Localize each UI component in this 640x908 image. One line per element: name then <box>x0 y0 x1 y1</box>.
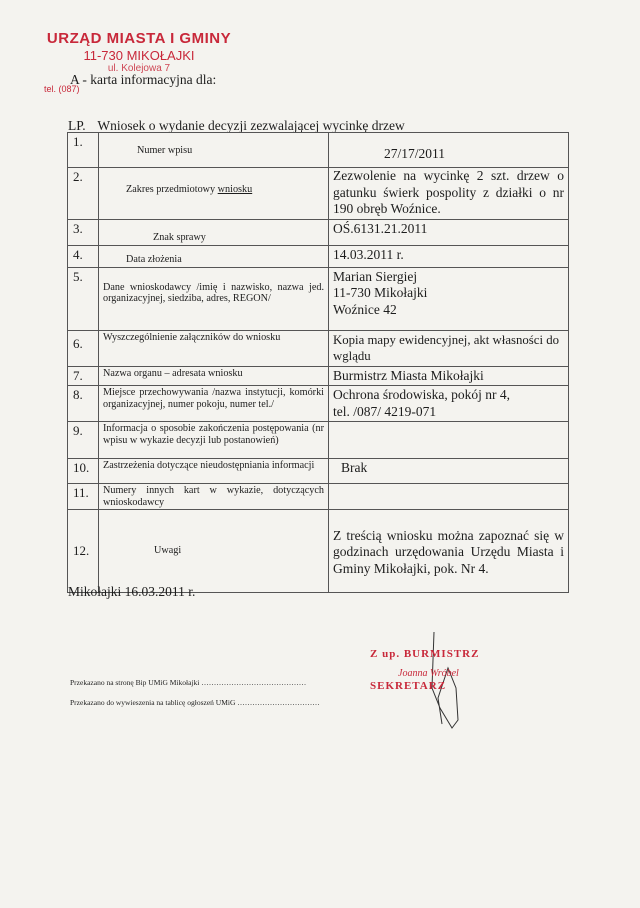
row-label: Uwagi <box>99 510 329 593</box>
table-row <box>68 330 569 366</box>
row-number: 6. <box>68 330 99 366</box>
bip-note: Przekazano na stronę Bip UMiG Mikołajki …………………………………… <box>70 678 307 687</box>
row-value: Ochrona środowiska, pokój nr 4, tel. /087/ 4219-071 <box>329 386 569 422</box>
row-label: Zakres przedmiotowy wniosku <box>99 168 329 220</box>
stamp-line-4: tel. (087) <box>44 84 80 94</box>
table-row <box>68 133 569 168</box>
row-number: 3. <box>68 219 99 245</box>
row-label: Informacja o sposobie zakończenia postępowania (nr wpisu w wykazie decyzji lub postanowień) <box>99 422 329 459</box>
row-number: 1. <box>68 133 99 168</box>
stamp-line-2: 11-730 MIKOŁAJKI <box>83 48 195 63</box>
request-title: Wniosek o wydanie decyzji zezwalającej wycinkę drzew <box>97 118 405 133</box>
row-value: Kopia mapy ewidencyjnej, akt własności do wglądu <box>329 330 569 366</box>
table-row <box>68 510 569 593</box>
table-row <box>68 245 569 267</box>
row-label: Miejsce przechowywania /nazwa instytucji, komórki organizacyjnej, numer pokoju, numer tel./ <box>99 386 329 422</box>
row-number: 5. <box>68 267 99 330</box>
card-heading: A - karta informacyjna dla: <box>70 72 217 87</box>
row-value: Marian Siergiej 11-730 Mikołajki Woźnice 42 <box>329 267 569 330</box>
row-value <box>329 484 569 510</box>
row-label: Zastrzeżenia dotyczące nieudostępniania informacji <box>99 459 329 484</box>
signature-line-2: Joanna Wróbel <box>398 668 459 679</box>
table-row <box>68 267 569 330</box>
table-row <box>68 168 569 220</box>
signature-line-1: Z up. BURMISTRZ <box>370 648 480 660</box>
row-number: 2. <box>68 168 99 220</box>
row-label: Numer wpisu <box>99 133 329 168</box>
row-value: 27/17/2011 <box>329 133 569 168</box>
row-label: Znak sprawy <box>99 219 329 245</box>
lp-label: LP. <box>68 118 86 133</box>
table-row <box>68 386 569 422</box>
row-value: Brak <box>329 459 569 484</box>
table-row <box>68 459 569 484</box>
signature-line-3: SEKRETARZ <box>370 680 447 692</box>
row-value: Burmistrz Miasta Mikołajki <box>329 366 569 386</box>
table-row <box>68 219 569 245</box>
row-number: 10. <box>68 459 99 484</box>
row-number: 8. <box>68 386 99 422</box>
row-label: Wyszczególnienie załączników do wniosku <box>99 330 329 366</box>
row-number: 12. <box>68 510 99 593</box>
stamp-line-1: URZĄD MIASTA I GMINY <box>46 30 232 47</box>
table-row <box>68 422 569 459</box>
row-value: Z treścią wniosku można zapoznać się w godzinach urzędowania Urzędu Miasta i Gminy Mikołajki, pok. Nr 4. <box>329 510 569 593</box>
row-number: 7. <box>68 366 99 386</box>
row-value <box>329 422 569 459</box>
stamp-line-3: ul. Kolejowa 7 <box>107 63 171 74</box>
table-row <box>68 484 569 510</box>
row-label: Dane wnioskodawcy /imię i nazwisko, nazwa jed. organizacyjnej, siedziba, adres, REGON/ <box>99 267 329 330</box>
signature-stamp <box>370 648 479 692</box>
table-row <box>68 366 569 386</box>
row-label: Numery innych kart w wykazie, dotyczących wnioskodawcy <box>99 484 329 510</box>
row-value: OŚ.6131.21.2011 <box>329 219 569 245</box>
document-date: Mikołajki 16.03.2011 r. <box>68 584 196 599</box>
row-value: 14.03.2011 r. <box>329 245 569 267</box>
row-label: Data złożenia <box>99 245 329 267</box>
board-note: Przekazano do wywieszenia na tablicę ogłoszeń UMiG …………………………… <box>70 698 320 707</box>
row-number: 4. <box>68 245 99 267</box>
info-table <box>67 132 569 593</box>
row-value: Zezwolenie na wycinkę 2 szt. drzew o gatunku świerk pospolity z działki o nr 190 obręb Woźnice. <box>329 168 569 220</box>
row-number: 11. <box>68 484 99 510</box>
row-label: Nazwa organu – adresata wniosku <box>99 366 329 386</box>
row-number: 9. <box>68 422 99 459</box>
